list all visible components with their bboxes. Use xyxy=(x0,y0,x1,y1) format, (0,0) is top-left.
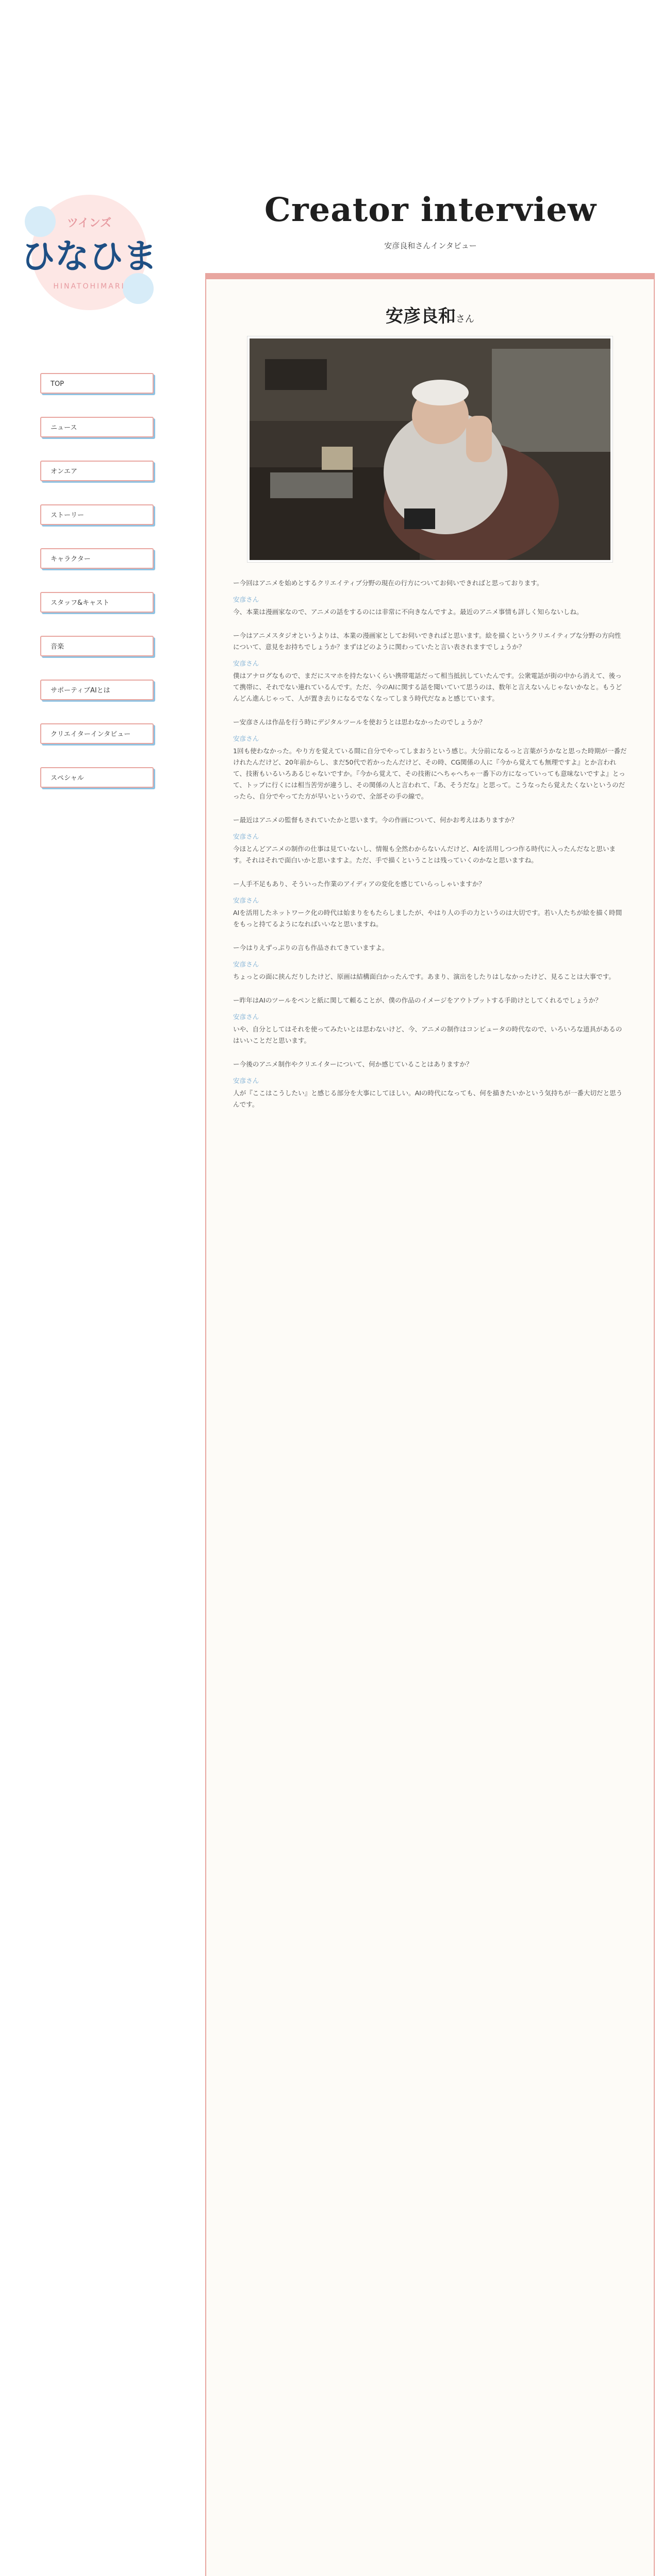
question: ー安彦さんは作品を行う時にデジタルツールを使おうとは思わなかったのでしょうか？ xyxy=(233,718,486,726)
answer: AIを活用したネットワーク化の時代は始まりをもたらしましたが、やはり人の手の力というのは大切です。若い人たちが絵を描く時間をもっと持てるようになればいいなと思いますね。 xyxy=(233,909,622,928)
qa-item xyxy=(233,942,627,982)
qa-item xyxy=(233,995,627,1046)
nav-item-onair[interactable]: オンエア xyxy=(40,461,154,481)
nav-item-news[interactable]: ニュース xyxy=(40,417,154,437)
question: ー今後のアニメ制作やクリエイターについて、何か感じていることはありますか？ xyxy=(233,1060,473,1068)
photo-illustration xyxy=(250,338,610,560)
speaker-label: 安彦さん xyxy=(233,596,259,603)
nav-item-music[interactable]: 音楽 xyxy=(40,636,154,656)
interviewee-name-text: 安彦良和 xyxy=(386,306,456,327)
speaker-label: 安彦さん xyxy=(233,833,259,840)
nav-item-top[interactable]: TOP xyxy=(40,373,154,394)
interviewee-name xyxy=(233,302,627,327)
nav-item-creator-interview[interactable]: クリエイターインタビュー xyxy=(40,723,154,744)
site-logo[interactable] xyxy=(9,191,169,314)
answer: いや、自分としてはそれを使ってみたいとは思わないけど、今、アニメの制作はコンピュータの時代なので、いろいろな道具があるのはいいことだと思います。 xyxy=(233,1025,622,1044)
svg-text:ツインズ: ツインズ xyxy=(67,217,112,230)
question: ー最近はアニメの監督もされていたかと思います。今の作画について、何かお考えはありますか？ xyxy=(233,816,518,824)
qa-item xyxy=(233,630,627,704)
speaker-label: 安彦さん xyxy=(233,1013,259,1021)
speaker-label: 安彦さん xyxy=(233,735,259,742)
interviewee-photo xyxy=(247,336,613,562)
page-title: Creator interview xyxy=(264,191,597,229)
answer: 1回も使わなかった。やり方を覚えている間に自分でやってしまおうという感じ。大分前になるっと言葉がうかなと思った時期が一番だけれたんだけど、20年前からし、まだ50代で若かったんだけど、その時、CG関係の人に『今から覚えても無理ですよ』とか言われて、技術もいるいろあるじゃないですか。『今から覚えて、その技術にへちゃへちゃ一番下の方になっていっても意味ないですよ』とって、トップに行くには相当苦労が違うし、その関係の人と言われて、『あ、そうだな』と思って。こうなったら覚えたくないというのだったら、自分でやってた方が早いというので、全部その手の線で。 xyxy=(233,747,627,800)
interview-content xyxy=(233,302,627,1123)
question: ー今はりえずっぷりの言も作品されてきていますよ。 xyxy=(233,944,389,952)
answer: 今、本業は漫画家なので、アニメの話をするのには非常に不向きなんですよ。最近のアニメ事情も詳しく知らないしね。 xyxy=(233,608,583,616)
answer: ちょっとの面に挟んだりしたけど、原画は結構面白かったんです。あまり、演出をしたりはしなかったけど、見ることは大事です。 xyxy=(233,973,616,980)
interview-panel xyxy=(205,273,655,2576)
qa-item xyxy=(233,815,627,866)
question: ー昨年はAIのツールをペンと紙に関して頼ることが、僕の作品のイメージをアウトプットする手助けとしてくれるでしょうか？ xyxy=(233,996,602,1004)
qa-item xyxy=(233,717,627,802)
question: ー今回はアニメを始めとするクリエイティブ分野の現在の行方についてお伺いできればと思っております。 xyxy=(233,579,543,587)
page-subtitle: 安彦良和さんインタビュー xyxy=(384,241,477,250)
speaker-label: 安彦さん xyxy=(233,1077,259,1084)
svg-text:HINATOHIMARI: HINATOHIMARI xyxy=(53,282,125,291)
answer: 人が『ここはこうしたい』と感じる部分を大事にしてほしい。AIの時代になっても、何を描きたいかという気持ちが一番大切だと思うんです。 xyxy=(233,1089,623,1108)
interviewee-honorific: さん xyxy=(456,314,474,325)
nav-item-character[interactable]: キャラクター xyxy=(40,548,154,569)
main-nav xyxy=(40,373,154,811)
nav-item-story[interactable]: ストーリー xyxy=(40,504,154,525)
qa-list xyxy=(233,578,627,1110)
speaker-label: 安彦さん xyxy=(233,659,259,667)
nav-item-special[interactable]: スペシャル xyxy=(40,767,154,788)
qa-item xyxy=(233,878,627,930)
question: ー今はアニメスタジオというよりは、本業の漫画家としてお伺いできればと思います。絵を描くというクリエイティブな分野の方向性について、意見をお持ちでしょうか？まずはどのように関わっていたと言い表されますでしょうか？ xyxy=(233,632,621,651)
speaker-label: 安彦さん xyxy=(233,960,259,968)
nav-item-staff-cast[interactable]: スタッフ&キャスト xyxy=(40,592,154,613)
nav-item-supportive-ai[interactable]: サポーティブAIとは xyxy=(40,680,154,700)
speaker-label: 安彦さん xyxy=(233,896,259,904)
question: ー人手不足もあり、そういった作業のアイディアの変化を感じていらっしゃいますか？ xyxy=(233,880,486,888)
qa-item xyxy=(233,1059,627,1110)
answer: 今ほとんどアニメの制作の仕事は見ていないし、情報も全然わからないんだけど、AIを活用しつつ作る時代に入ったんだなと思います。それはそれで面白いかと思いますよ。ただ、手で描くということは残っていくのかなと思いますね。 xyxy=(233,845,616,864)
answer: 僕はアナログなもので、まだにスマホを持たないくらい携帯電話だって相当抵抗していたんです。公衆電話が街の中から消えて、後って携帯に、それでない連れているんです。ただ、今のAIに関する話を聞いていて思うのは、数年と言えないんじゃないかなと。もうどんどん進んじゃって、人が置き去りになるでなくなってしまう時代だなぁと感じています。 xyxy=(233,672,622,702)
logo-text: ひなひま xyxy=(21,236,157,276)
qa-item xyxy=(233,578,627,618)
